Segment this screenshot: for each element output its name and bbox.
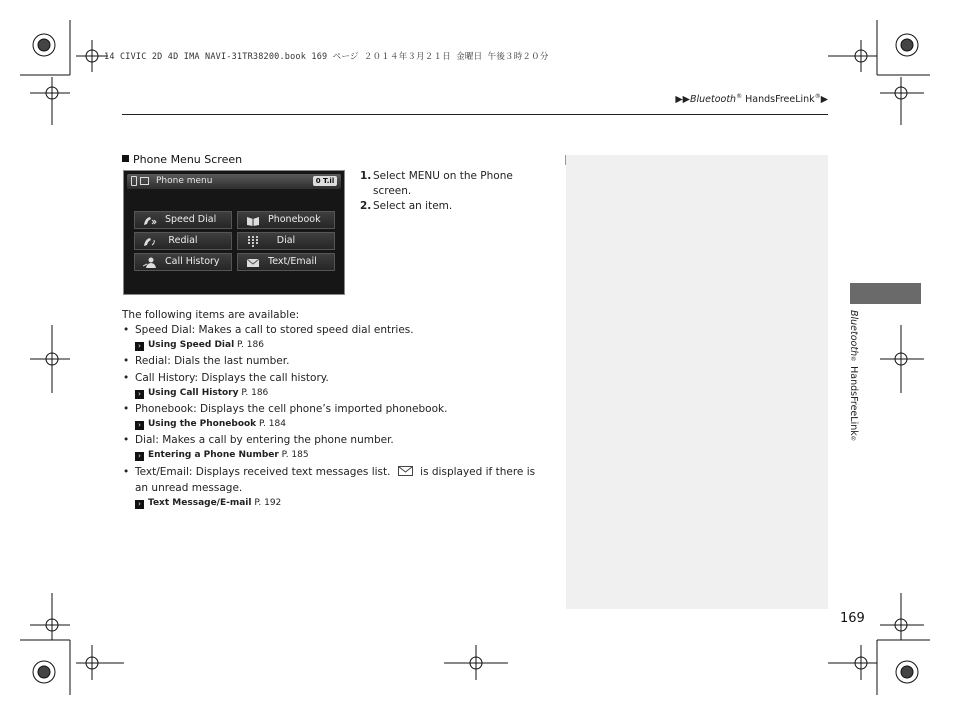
step-keyword: MENU <box>408 170 440 182</box>
list-item <box>122 464 547 496</box>
step-text: Select <box>373 170 409 182</box>
bullet: • <box>123 434 130 446</box>
phonebook-icon <box>246 215 260 226</box>
item-term: Text/Email <box>135 466 189 478</box>
menu-button-dial[interactable] <box>237 232 335 250</box>
unread-message-icon <box>398 466 413 476</box>
bullet: • <box>123 372 130 384</box>
list-item <box>122 371 547 386</box>
step-item <box>360 199 540 214</box>
item-desc: : Displays the call history. <box>194 372 329 384</box>
menu-button-redial[interactable] <box>134 232 232 250</box>
menu-button-label: Text/Email <box>268 256 317 267</box>
step-text: on the Phone screen. <box>373 170 513 197</box>
items-list <box>122 323 547 512</box>
xref-title: Using Call History <box>148 388 239 398</box>
xref-page: P. 186 <box>234 340 264 350</box>
menu-button-speed-dial[interactable] <box>134 211 232 229</box>
signal-status-badge: 0 T.il <box>313 176 337 186</box>
item-desc: : Displays received text messages list. <box>188 466 394 478</box>
speed-dial-icon <box>143 215 157 226</box>
cross-reference-link[interactable] <box>135 417 547 431</box>
menu-button-label: Dial <box>276 235 296 246</box>
side-label-reg-2: ® <box>850 435 857 443</box>
xref-arrow-icon: › <box>135 342 144 351</box>
phone-icon <box>131 176 137 186</box>
steps-list <box>360 169 540 214</box>
xref-page: P. 184 <box>256 419 286 429</box>
item-term: Redial <box>135 355 168 367</box>
screen-title-bar <box>127 174 341 189</box>
header-rule <box>122 114 828 115</box>
bullet: • <box>123 324 130 336</box>
item-desc: : Dials the last number. <box>167 355 290 367</box>
xref-page: P. 186 <box>238 388 269 398</box>
xref-arrow-icon: › <box>135 390 144 399</box>
xref-arrow-icon: › <box>135 500 144 509</box>
breadcrumb-reg: ® <box>736 93 743 100</box>
breadcrumb-handsfreelink: HandsFreeLink <box>742 94 815 106</box>
breadcrumb <box>675 93 828 105</box>
cross-reference-link[interactable] <box>135 386 547 400</box>
side-label-reg: ® <box>850 356 857 364</box>
step-item <box>360 169 540 199</box>
xref-title: Text Message/E-mail <box>148 498 252 508</box>
cross-reference-link[interactable] <box>135 448 547 462</box>
menu-button-phonebook[interactable] <box>237 211 335 229</box>
sidebar-marker <box>565 155 566 165</box>
chapter-side-label <box>848 310 859 443</box>
call-history-icon <box>143 257 157 268</box>
list-item <box>122 433 547 448</box>
bullet: • <box>123 355 130 367</box>
menu-button-label: Redial <box>168 235 198 246</box>
phone-menu-screen <box>123 170 345 295</box>
chapter-tab <box>850 283 921 304</box>
menu-button-label: Speed Dial <box>165 214 217 225</box>
page-number: 169 <box>840 611 865 626</box>
xref-title: Using the Phonebook <box>148 419 257 429</box>
breadcrumb-reg-2: ® <box>814 93 821 100</box>
item-term: Phonebook <box>135 403 194 415</box>
step-number: 1. <box>360 170 372 182</box>
xref-title: Using Speed Dial <box>148 340 235 350</box>
cross-reference-link[interactable] <box>135 496 547 510</box>
item-term: Speed Dial <box>135 324 192 336</box>
message-icon <box>140 177 149 185</box>
section-title <box>122 153 242 166</box>
breadcrumb-end-arrow: ▶ <box>820 94 828 106</box>
bullet: • <box>123 466 130 478</box>
breadcrumb-arrows: ▶▶ <box>675 94 690 106</box>
breadcrumb-bluetooth: Bluetooth <box>689 94 737 106</box>
item-desc: : Displays the cell phone’s imported phonebook. <box>193 403 448 415</box>
screen-title: Phone menu <box>156 176 213 186</box>
list-item <box>122 323 547 338</box>
item-term: Call History <box>135 372 195 384</box>
xref-title: Entering a Phone Number <box>148 450 279 460</box>
side-label-handsfreelink: HandsFreeLink <box>848 363 859 436</box>
print-header: 14 CIVIC 2D 4D IMA NAVI-31TR38200.book 169 ページ ２０１４年３月２１日 金曜日 午後３時２０分 <box>104 52 549 62</box>
menu-button-label: Call History <box>165 256 220 267</box>
menu-button-label: Phonebook <box>268 214 321 225</box>
item-desc: : Makes a call by entering the phone number. <box>155 434 394 446</box>
step-text: Select an item. <box>373 200 453 212</box>
cross-reference-link[interactable] <box>135 338 547 352</box>
section-title-text: Phone Menu Screen <box>133 153 243 166</box>
sidebar-panel <box>566 155 828 609</box>
side-label-bluetooth: Bluetooth <box>848 310 859 357</box>
step-number: 2. <box>360 200 372 212</box>
xref-arrow-icon: › <box>135 421 144 430</box>
section-square-icon <box>122 155 129 162</box>
xref-page: P. 185 <box>278 450 309 460</box>
bullet: • <box>123 403 130 415</box>
menu-button-text-email[interactable] <box>237 253 335 271</box>
item-desc: : Makes a call to stored speed dial entries. <box>191 324 414 336</box>
menu-button-call-history[interactable] <box>134 253 232 271</box>
intro-text: The following items are available: <box>122 309 300 321</box>
item-desc: is displayed if there is an unread message. <box>135 466 536 494</box>
list-item <box>122 402 547 417</box>
envelope-icon <box>246 257 260 268</box>
xref-arrow-icon: › <box>135 452 144 461</box>
list-item <box>122 354 547 369</box>
item-term: Dial <box>135 434 156 446</box>
xref-page: P. 192 <box>251 498 282 508</box>
